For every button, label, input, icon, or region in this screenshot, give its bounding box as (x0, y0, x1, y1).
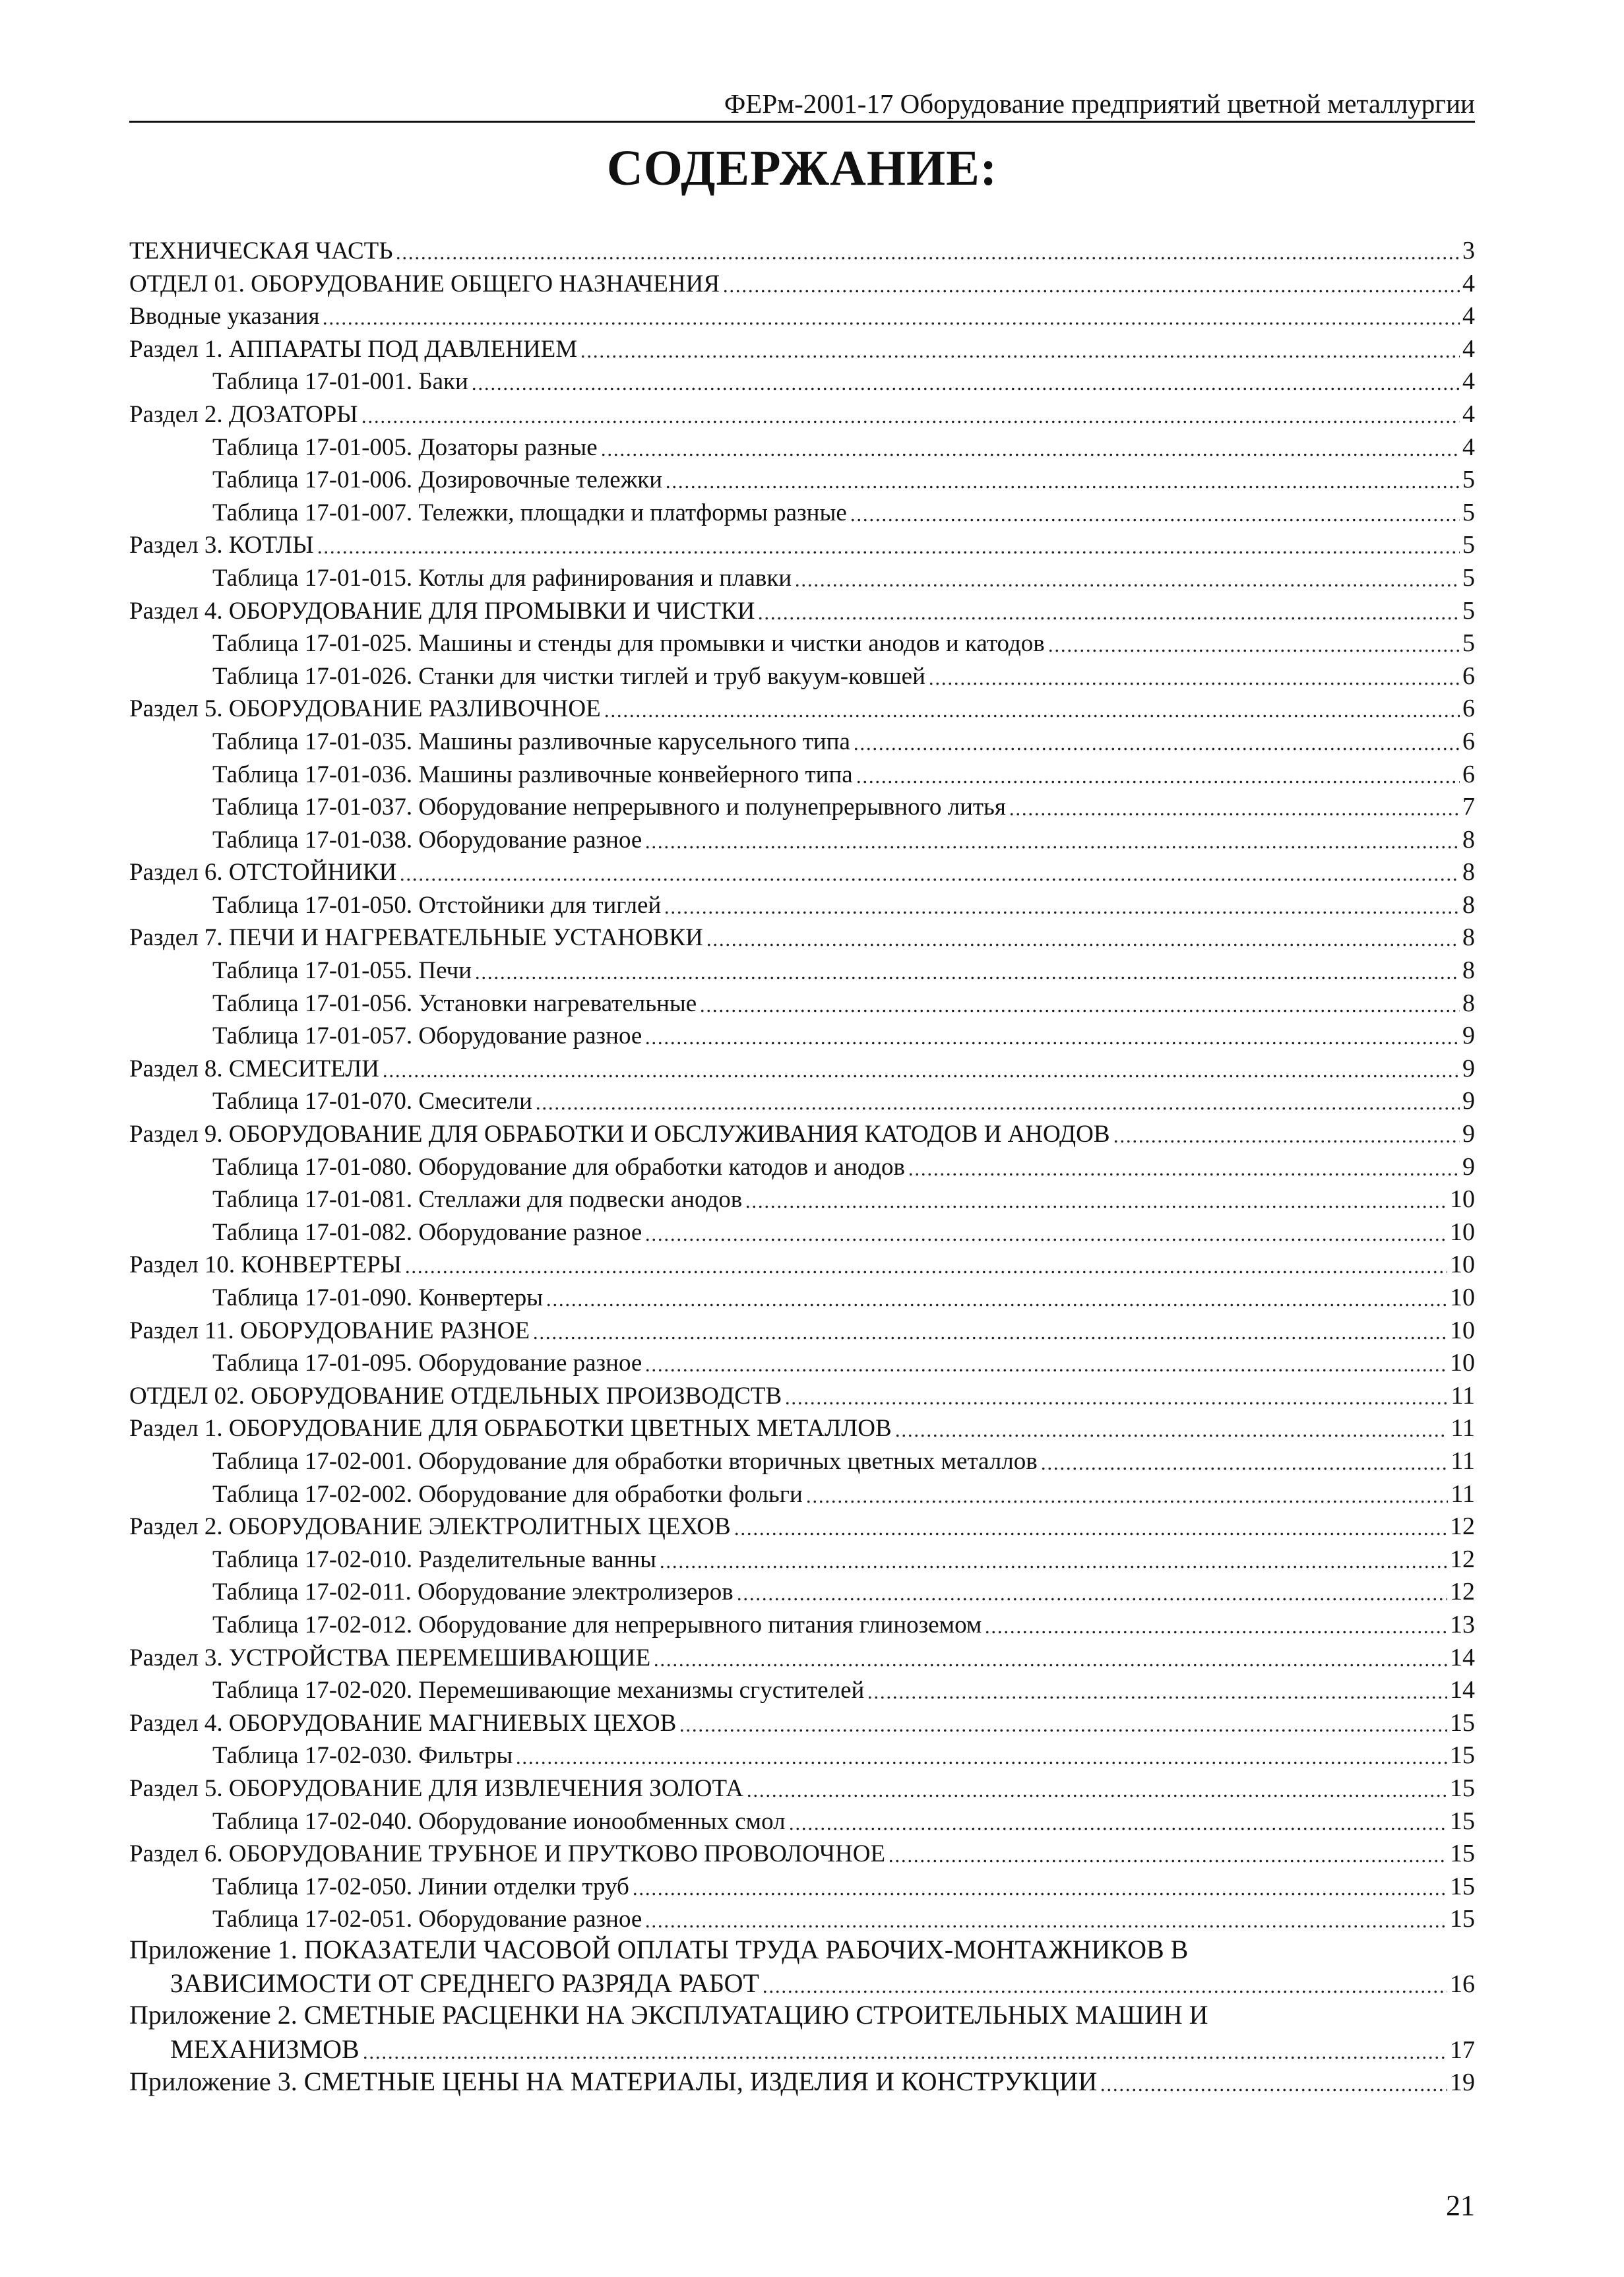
toc-entry-title: Таблица 17-01-001. Баки (212, 368, 468, 396)
toc-entry-title: Таблица 17-01-025. Машины и стенды для промывки и чистки анодов и катодов (212, 630, 1045, 658)
toc-entry (129, 559, 1475, 592)
toc-entry-page: 7 (1462, 793, 1475, 821)
dot-leader (471, 365, 1460, 392)
dot-leader (894, 1412, 1449, 1439)
toc-entry-title: Таблица 17-01-057. Оборудование разное (212, 1022, 642, 1050)
dot-leader (644, 1216, 1447, 1243)
toc-entry-page: 4 (1462, 302, 1475, 330)
dot-leader (399, 856, 1460, 883)
toc-entry-page: 5 (1462, 629, 1475, 658)
toc-entry-title: ЗАВИСИМОСТИ ОТ СРЕДНЕГО РАЗРЯДА РАБОТ (170, 1968, 759, 1999)
dot-leader (984, 1609, 1447, 1635)
toc-entry-page: 16 (1450, 1970, 1475, 1999)
toc-entry-title: Таблица 17-02-002. Оборудование для обработки фольги (212, 1480, 803, 1508)
toc-entry (129, 461, 1475, 494)
toc-entry (129, 1148, 1475, 1181)
toc-entry-title: Таблица 17-01-036. Машины разливочные конвейерного типа (212, 761, 853, 788)
dot-leader (546, 1282, 1447, 1308)
dot-leader (317, 529, 1460, 555)
toc-entry-title: Раздел 11. ОБОРУДОВАНИЕ РАЗНОЕ (129, 1317, 530, 1344)
toc-entry (129, 1246, 1475, 1279)
toc-entry (129, 1082, 1475, 1115)
dot-leader (867, 1674, 1447, 1700)
toc-entry (129, 494, 1475, 527)
dot-leader (722, 268, 1460, 294)
toc-entry-title: Таблица 17-01-037. Оборудование непрерывного и полунепрерывного литья (212, 794, 1006, 821)
toc-entry-page: 4 (1462, 367, 1475, 396)
dot-leader (734, 1511, 1447, 1537)
toc-entry-title: Таблица 17-01-006. Дозировочные тележки (212, 466, 663, 494)
toc-entry-title: Таблица 17-01-056. Установки нагревательные (212, 989, 697, 1017)
toc-entry (129, 1868, 1475, 1901)
toc-entry-page: 14 (1450, 1676, 1475, 1704)
toc-entry-page: 12 (1450, 1513, 1475, 1541)
toc-entry (129, 297, 1475, 330)
toc-entry (129, 821, 1475, 854)
toc-entry-page: 14 (1450, 1643, 1475, 1671)
toc-entry-page: 12 (1450, 1545, 1475, 1573)
toc-entry-page: 13 (1450, 1610, 1475, 1638)
page-number: 21 (1446, 2189, 1475, 2222)
toc-entry-title: Таблица 17-01-080. Оборудование для обработки катодов и анодов (212, 1153, 906, 1181)
toc-entry-page: 10 (1450, 1284, 1475, 1311)
running-header (129, 84, 1475, 123)
toc-entry-page: 4 (1462, 269, 1475, 297)
toc-entry-title: Раздел 6. ОБОРУДОВАНИЕ ТРУБНОЕ И ПРУТКОВО ПРОВОЛОЧНОЕ (129, 1840, 886, 1868)
toc-entry-page: 15 (1450, 1872, 1475, 1900)
toc-entry-page: 8 (1462, 890, 1475, 919)
toc-entry (129, 985, 1475, 1018)
toc-entry (129, 1279, 1475, 1312)
toc-entry (129, 1377, 1475, 1410)
toc-entry-title: Раздел 2. ДОЗАТОРЫ (129, 400, 358, 428)
toc-entry-title: ОТДЕЛ 02. ОБОРУДОВАНИЕ ОТДЕЛЬНЫХ ПРОИЗВОДСТВ (129, 1382, 782, 1410)
dot-leader (644, 1903, 1447, 1929)
toc-entry (129, 1835, 1475, 1868)
toc-entry-page: 4 (1462, 400, 1475, 428)
toc-entry-title: Приложение 3. СМЕТНЫЕ ЦЕНЫ НА МАТЕРИАЛЫ, ИЗДЕЛИЯ И КОНСТРУКЦИИ (129, 2067, 1098, 2097)
dot-leader (644, 1347, 1447, 1373)
toc-entry-title: Таблица 17-01-005. Дозаторы разные (212, 433, 598, 461)
dot-leader (362, 2034, 1447, 2061)
toc-entry-page: 11 (1451, 1381, 1475, 1410)
toc-entry-title: Таблица 17-02-011. Оборудование электролизеров (212, 1578, 734, 1606)
toc-entry-title: Раздел 3. УСТРОЙСТВА ПЕРЕМЕШИВАЮЩИЕ (129, 1644, 651, 1671)
dot-leader (600, 431, 1460, 458)
toc-entry (129, 2064, 1475, 2097)
toc-entry-title: Таблица 17-01-050. Отстойники для тиглей (212, 891, 662, 919)
toc-entry (129, 1508, 1475, 1541)
toc-entry (129, 1017, 1475, 1050)
dot-leader (784, 1380, 1448, 1406)
toc-entry-page: 4 (1462, 433, 1475, 461)
toc-entry (129, 1312, 1475, 1345)
toc-entry-page: 19 (1450, 2069, 1475, 2097)
dot-leader (746, 1772, 1447, 1799)
dot-leader (1047, 627, 1460, 654)
toc-entry-title: Раздел 3. КОТЛЫ (129, 532, 314, 559)
toc-entry-page: 15 (1450, 1905, 1475, 1933)
toc-entry (129, 1639, 1475, 1672)
toc-entry (129, 887, 1475, 920)
dot-leader (474, 954, 1460, 981)
toc-entry-title: Таблица 17-01-026. Станки для чистки тиглей и труб вакуум-ковшей (212, 662, 925, 690)
dot-leader (532, 1315, 1447, 1341)
toc-entry (129, 1214, 1475, 1247)
toc-entry (129, 952, 1475, 985)
toc-entry (129, 1999, 1475, 2032)
toc-entry-page: 8 (1462, 858, 1475, 887)
toc-entry-title: Раздел 4. ОБОРУДОВАНИЕ МАГНИЕВЫХ ЦЕХОВ (129, 1709, 677, 1737)
toc-entry-page: 5 (1462, 498, 1475, 526)
toc-entry (129, 1410, 1475, 1443)
dot-leader (1040, 1445, 1449, 1472)
toc-entry-title: Таблица 17-02-050. Линии отделки труб (212, 1873, 629, 1900)
toc-entry-page: 11 (1451, 1480, 1475, 1508)
toc-entry-page: 5 (1462, 596, 1475, 625)
dot-leader (745, 1183, 1447, 1210)
dot-leader (888, 1838, 1447, 1864)
dot-leader (1113, 1118, 1460, 1144)
dot-leader (853, 726, 1460, 752)
toc-entry-title: Таблица 17-01-081. Стеллажи для подвески анодов (212, 1186, 743, 1214)
dot-leader (706, 921, 1460, 948)
toc-entry-page: 11 (1451, 1414, 1475, 1443)
toc-entry (129, 854, 1475, 887)
toc-entry-title: Таблица 17-02-030. Фильтры (212, 1742, 513, 1770)
dot-leader (794, 562, 1460, 588)
toc-entry (129, 396, 1475, 429)
toc-entry (129, 1476, 1475, 1509)
toc-entry-title: Таблица 17-01-007. Тележки, площадки и платформы разные (212, 499, 847, 526)
toc-entry-title: Раздел 8. СМЕСИТЕЛИ (129, 1055, 380, 1082)
dot-leader (908, 1151, 1460, 1177)
toc-entry-page: 5 (1462, 563, 1475, 592)
toc-entry-page: 10 (1450, 1316, 1475, 1344)
toc-entry-title: Таблица 17-02-020. Перемешивающие механизмы сгустителей (212, 1677, 865, 1704)
toc-entry-page: 15 (1450, 1774, 1475, 1802)
toc-entry (129, 526, 1475, 559)
toc-entry (129, 330, 1475, 363)
toc-entry-title: Таблица 17-01-090. Конвертеры (212, 1284, 544, 1311)
dot-leader (644, 1020, 1460, 1046)
toc-entry-page: 10 (1450, 1251, 1475, 1279)
toc-entry (129, 2032, 1475, 2065)
toc-entry (129, 1573, 1475, 1606)
toc-entry-title: Раздел 1. АППАРАТЫ ПОД ДАВЛЕНИЕМ (129, 335, 578, 363)
toc-entry-page: 15 (1450, 1807, 1475, 1835)
toc-entry-page: 6 (1462, 727, 1475, 755)
toc-entry-title: Таблица 17-02-001. Оборудование для обработки вторичных цветных металлов (212, 1447, 1038, 1475)
dot-leader (1100, 2067, 1447, 2093)
toc-entry-page: 9 (1462, 1152, 1475, 1181)
toc-entry-page: 6 (1462, 760, 1475, 788)
toc-entry-page: 9 (1462, 1087, 1475, 1115)
toc-entry (129, 592, 1475, 625)
toc-entry-page: 9 (1462, 1120, 1475, 1148)
toc-entry (129, 1933, 1475, 1966)
toc-entry-page: 11 (1451, 1447, 1475, 1475)
dot-leader (928, 660, 1460, 687)
table-of-contents (129, 232, 1475, 2097)
toc-entry-title: Таблица 17-02-010. Разделительные ванны (212, 1545, 656, 1573)
toc-entry-page: 10 (1450, 1218, 1475, 1246)
dot-leader (699, 987, 1460, 1014)
toc-entry (129, 1737, 1475, 1770)
dot-leader (322, 300, 1460, 327)
toc-entry (129, 658, 1475, 691)
dot-leader (535, 1085, 1460, 1111)
toc-entry-title: Таблица 17-01-082. Оборудование разное (212, 1218, 642, 1246)
toc-entry-title: МЕХАНИЗМОВ (170, 2034, 359, 2064)
toc-entry-title: Раздел 4. ОБОРУДОВАНИЕ ДЛЯ ПРОМЫВКИ И ЧИСТКИ (129, 597, 755, 625)
toc-entry-title: Раздел 1. ОБОРУДОВАНИЕ ДЛЯ ОБРАБОТКИ ЦВЕТНЫХ МЕТАЛЛОВ (129, 1415, 892, 1443)
dot-leader (404, 1249, 1447, 1275)
toc-entry-title: Таблица 17-02-040. Оборудование ионообменных смол (212, 1807, 786, 1835)
toc-entry-page: 15 (1450, 1708, 1475, 1737)
toc-entry (129, 265, 1475, 298)
dot-leader (644, 824, 1460, 850)
toc-entry (129, 788, 1475, 821)
toc-entry-title: Таблица 17-01-035. Машины разливочные карусельного типа (212, 728, 850, 755)
toc-entry (129, 1115, 1475, 1148)
toc-entry-page: 9 (1462, 1054, 1475, 1082)
toc-entry-page: 12 (1450, 1578, 1475, 1606)
toc-entry-page: 8 (1462, 923, 1475, 952)
toc-entry (129, 723, 1475, 756)
toc-entry (129, 625, 1475, 658)
toc-entry (129, 1900, 1475, 1933)
dot-leader (632, 1871, 1447, 1897)
dot-leader (788, 1805, 1447, 1832)
dot-leader (736, 1576, 1447, 1602)
toc-entry-title: Таблица 17-01-095. Оборудование разное (212, 1350, 642, 1377)
toc-entry (129, 1966, 1475, 1999)
toc-entry (129, 1443, 1475, 1476)
toc-entry-page: 15 (1450, 1840, 1475, 1868)
dot-leader (361, 398, 1460, 425)
toc-entry (129, 690, 1475, 723)
toc-entry-title: Раздел 7. ПЕЧИ И НАГРЕВАТЕЛЬНЫЕ УСТАНОВКИ (129, 924, 703, 952)
toc-entry-page: 6 (1462, 662, 1475, 690)
toc-entry-title: Раздел 6. ОТСТОЙНИКИ (129, 859, 397, 887)
toc-entry-page: 17 (1450, 2036, 1475, 2064)
toc-entry-title: Таблица 17-01-038. Оборудование разное (212, 826, 642, 854)
dot-leader (659, 1544, 1447, 1570)
toc-entry (129, 363, 1475, 396)
dot-leader (856, 759, 1460, 785)
toc-entry-title: Раздел 5. ОБОРУДОВАНИЕ ДЛЯ ИЗВЛЕЧЕНИЯ ЗОЛОТА (129, 1774, 743, 1802)
toc-entry-title: Вводные указания (129, 303, 320, 330)
dot-leader (762, 1968, 1447, 1995)
toc-entry-title: ТЕХНИЧЕСКАЯ ЧАСТЬ (129, 237, 393, 265)
toc-entry-title: Таблица 17-02-051. Оборудование разное (212, 1906, 642, 1933)
dot-leader (757, 595, 1460, 621)
toc-entry-title: Раздел 5. ОБОРУДОВАНИЕ РАЗЛИВОЧНОЕ (129, 695, 601, 723)
toc-entry-title: Таблица 17-02-012. Оборудование для непрерывного питания глиноземом (212, 1611, 982, 1638)
dot-leader (665, 464, 1460, 490)
toc-entry-page: 4 (1462, 334, 1475, 363)
toc-entry (129, 1770, 1475, 1803)
toc-entry (129, 756, 1475, 789)
dot-leader (382, 1053, 1460, 1079)
dot-leader (850, 497, 1460, 523)
toc-entry-page: 8 (1462, 956, 1475, 985)
running-header-text: ФЕРм-2001-17 Оборудование предприятий цветной металлургии (724, 88, 1475, 119)
toc-entry-page: 15 (1450, 1741, 1475, 1770)
toc-entry (129, 429, 1475, 462)
dot-leader (664, 889, 1460, 916)
toc-entry-page: 8 (1462, 989, 1475, 1017)
dot-leader (1009, 791, 1460, 817)
toc-entry (129, 1671, 1475, 1704)
dot-leader (679, 1707, 1447, 1733)
toc-entry (129, 919, 1475, 952)
dot-leader (395, 235, 1460, 261)
toc-entry-page: 6 (1462, 695, 1475, 723)
page-title: СОДЕРЖАНИЕ: (606, 140, 998, 196)
toc-entry-title: Таблица 17-01-070. Смесители (212, 1088, 532, 1115)
dot-leader (604, 693, 1460, 719)
dot-leader (653, 1642, 1447, 1668)
toc-entry (129, 1541, 1475, 1574)
toc-entry (129, 1344, 1475, 1377)
toc-entry-page: 10 (1450, 1349, 1475, 1377)
toc-entry (129, 1181, 1475, 1214)
toc-entry-title: Раздел 10. КОНВЕРТЕРЫ (129, 1251, 402, 1279)
toc-entry-title: Таблица 17-01-015. Котлы для рафинирования и плавки (212, 564, 792, 592)
toc-entry-title: Раздел 9. ОБОРУДОВАНИЕ ДЛЯ ОБРАБОТКИ И ОБСЛУЖИВАНИЯ КАТОДОВ И АНОДОВ (129, 1121, 1110, 1148)
toc-entry-page: 10 (1450, 1185, 1475, 1214)
toc-entry (129, 1704, 1475, 1737)
toc-entry-page: 8 (1462, 825, 1475, 854)
dot-leader (515, 1739, 1447, 1766)
toc-entry (129, 1050, 1475, 1083)
toc-entry-page: 9 (1462, 1022, 1475, 1050)
toc-entry (129, 232, 1475, 265)
toc-entry (129, 1803, 1475, 1836)
toc-entry-title: Приложение 1. ПОКАЗАТЕЛИ ЧАСОВОЙ ОПЛАТЫ ТРУДА РАБОЧИХ-МОНТАЖНИКОВ В (129, 1934, 1189, 1964)
toc-entry-title: Таблица 17-01-055. Печи (212, 957, 472, 985)
toc-entry (129, 1606, 1475, 1639)
toc-entry-title: Раздел 2. ОБОРУДОВАНИЕ ЭЛЕКТРОЛИТНЫХ ЦЕХОВ (129, 1513, 731, 1541)
toc-entry-title: Приложение 2. СМЕТНЫЕ РАСЦЕНКИ НА ЭКСПЛУАТАЦИЮ СТРОИТЕЛЬНЫХ МАШИН И (129, 2000, 1208, 2030)
dot-leader (805, 1478, 1449, 1505)
dot-leader (580, 333, 1460, 359)
toc-entry-page: 5 (1462, 531, 1475, 559)
toc-entry-page: 5 (1462, 466, 1475, 494)
toc-entry-title: ОТДЕЛ 01. ОБОРУДОВАНИЕ ОБЩЕГО НАЗНАЧЕНИЯ (129, 270, 720, 297)
toc-entry-page: 3 (1462, 237, 1475, 265)
